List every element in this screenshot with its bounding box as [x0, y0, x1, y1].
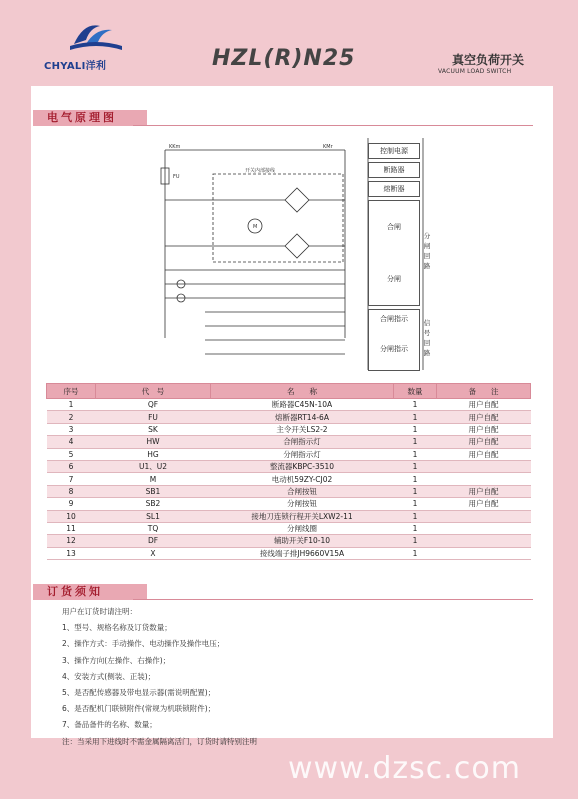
table-cell: HW [96, 436, 211, 448]
diagram-side-labels [368, 143, 431, 374]
table-cell: 用户自配 [437, 498, 531, 510]
table-cell: TQ [96, 522, 211, 534]
parts-table [46, 383, 531, 560]
table-cell: 1 [394, 485, 437, 497]
table-row [47, 510, 531, 522]
side-group-item: 分闸指示 [380, 345, 408, 353]
side-label: 断路器 [368, 162, 420, 178]
side-group-side-label: 信号回路 [423, 319, 431, 357]
table-cell: SK [96, 423, 211, 435]
table-cell: 1 [47, 399, 96, 411]
side-group-item: 合闸指示 [380, 315, 408, 323]
note-line: 3、操作方向(左操作、右操作)； [62, 655, 171, 665]
table-cell: 分闸按钮 [211, 498, 394, 510]
side-group-item: 合闸 [387, 223, 401, 231]
section-title-ordering: 订货须知 [33, 584, 147, 600]
table-cell: 合闸指示灯 [211, 436, 394, 448]
table-cell: U1、U2 [96, 460, 211, 472]
section-rule [133, 125, 533, 126]
table-row [47, 436, 531, 448]
table-cell: DF [96, 535, 211, 547]
table-cell [437, 510, 531, 522]
diagram-label-fu: FU [173, 174, 180, 180]
table-cell: SB2 [96, 498, 211, 510]
table-cell: 1 [394, 423, 437, 435]
table-cell: 用户自配 [437, 411, 531, 423]
table-cell [437, 473, 531, 485]
table-cell: 1 [394, 510, 437, 522]
table-cell [437, 547, 531, 559]
table-cell: 3 [47, 423, 96, 435]
side-group-signal [368, 309, 431, 371]
table-cell: 1 [394, 411, 437, 423]
col-header: 备 注 [437, 384, 531, 399]
table-cell: 11 [47, 522, 96, 534]
table-cell: HG [96, 448, 211, 460]
table-cell: 熔断器RT14-6A [211, 411, 394, 423]
col-header: 代 号 [96, 384, 211, 399]
table-cell: 合闸按钮 [211, 485, 394, 497]
note-line: 用户在订货时请注明： [62, 607, 137, 616]
table-row [47, 411, 531, 423]
side-label: 控制电源 [368, 143, 420, 159]
table-cell: 10 [47, 510, 96, 522]
wave-logo-icon [66, 14, 126, 54]
table-cell: 分闸线圈 [211, 522, 394, 534]
side-label: 熔断器 [368, 181, 420, 197]
table-cell: 1 [394, 399, 437, 411]
side-group-item: 分闸 [387, 275, 401, 283]
table-cell: X [96, 547, 211, 559]
section-rule [133, 599, 533, 600]
table-row [47, 547, 531, 559]
table-cell: QF [96, 399, 211, 411]
ordering-notes [62, 604, 257, 750]
table-row [47, 448, 531, 460]
left-band [0, 86, 31, 799]
table-cell: 1 [394, 522, 437, 534]
table-cell: M [96, 473, 211, 485]
note-line: 4、安装方式(侧装、正装)； [62, 671, 156, 681]
table-cell: 9 [47, 498, 96, 510]
note-line: 5、是否配传感器及带电显示器(需说明配置)； [62, 688, 216, 698]
note-line: 6、是否配机门联锁附件(常规为机联锁附件)； [62, 704, 216, 714]
table-cell: 5 [47, 448, 96, 460]
table-cell: 1 [394, 448, 437, 460]
product-title-cn: 真空负荷开关 [452, 53, 525, 67]
table-row [47, 522, 531, 534]
parts-table-body [47, 399, 531, 560]
diagram-label-kkm: KKm [169, 144, 181, 150]
note-line: 2、操作方式：手动操作、电动操作及操作电压； [62, 639, 225, 649]
side-group-side-label: 分闸回路 [423, 232, 431, 270]
table-row [47, 498, 531, 510]
table-cell: SB1 [96, 485, 211, 497]
table-header-row [47, 384, 531, 399]
table-cell [437, 522, 531, 534]
table-row [47, 399, 531, 411]
table-cell: 接地刀连锁行程开关LXW2-11 [211, 510, 394, 522]
table-cell: 辅助开关F10-10 [211, 535, 394, 547]
col-header: 名 称 [211, 384, 394, 399]
diagram-label-kmr: KMr [323, 144, 333, 150]
table-cell: 1 [394, 535, 437, 547]
table-cell: 用户自配 [437, 448, 531, 460]
table-cell: FU [96, 411, 211, 423]
note-line: 注：当采用下进线时不需金属隔离活门，订货时请特别注明 [62, 736, 257, 746]
table-cell: 断路器C45N-10A [211, 399, 394, 411]
table-cell: 1 [394, 436, 437, 448]
section-title-wiring: 电气原理图 [33, 110, 147, 126]
table-cell: 4 [47, 436, 96, 448]
table-cell: 13 [47, 547, 96, 559]
table-cell: 7 [47, 473, 96, 485]
table-row [47, 460, 531, 472]
table-row [47, 473, 531, 485]
table-cell: 用户自配 [437, 399, 531, 411]
table-cell [437, 535, 531, 547]
table-cell: 分闸指示灯 [211, 448, 394, 460]
col-header: 数量 [394, 384, 437, 399]
table-cell: 2 [47, 411, 96, 423]
table-cell: 用户自配 [437, 423, 531, 435]
product-title-en: VACUUM LOAD SWITCH [438, 68, 512, 75]
watermark-text: www.dzsc.com [288, 751, 521, 786]
col-header: 序号 [47, 384, 96, 399]
table-cell: 整流器KBPC-3510 [211, 460, 394, 472]
table-cell: 8 [47, 485, 96, 497]
table-row [47, 485, 531, 497]
table-cell: 用户自配 [437, 436, 531, 448]
diagram-label-motor: M [253, 224, 258, 230]
table-cell: 1 [394, 498, 437, 510]
note-line: 7、备品备件的名称、数量； [62, 720, 157, 730]
table-cell: 主令开关LS2-2 [211, 423, 394, 435]
table-row [47, 423, 531, 435]
table-cell: SL1 [96, 510, 211, 522]
wiring-diagram [45, 138, 533, 370]
table-cell: 1 [394, 460, 437, 472]
table-cell: 1 [394, 473, 437, 485]
table-cell: 用户自配 [437, 485, 531, 497]
right-band [553, 86, 578, 799]
diagram-label-box: 开关内部接线 [245, 168, 276, 174]
model-number: HZL(R)N25 [212, 46, 356, 71]
note-line: 1、型号、规格名称及订货数量； [62, 623, 172, 633]
side-group-close-open [368, 200, 431, 306]
table-cell: 接线端子排JH9660V15A [211, 547, 394, 559]
table-cell: 12 [47, 535, 96, 547]
table-cell: 1 [394, 547, 437, 559]
table-row [47, 535, 531, 547]
table-cell: 电动机59ZY-CJ02 [211, 473, 394, 485]
table-cell [437, 460, 531, 472]
table-cell: 6 [47, 460, 96, 472]
brand-name: CHYALI洋利 [44, 61, 107, 72]
